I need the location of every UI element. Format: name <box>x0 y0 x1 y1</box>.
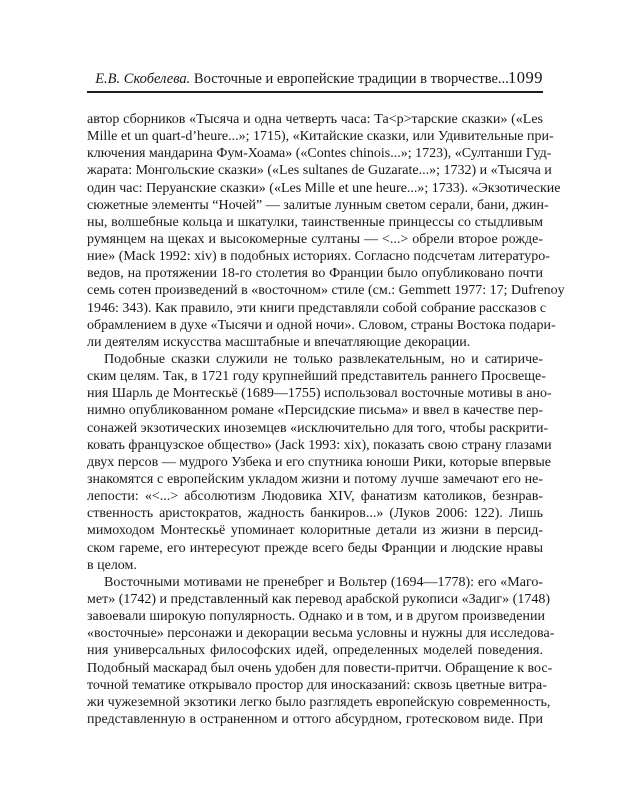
running-header <box>87 70 543 88</box>
text-line: ние» (Mack 1992: xiv) в подобных историях. Согласно подсчетам литературо- <box>87 249 550 265</box>
text-line: Mille et un quart-d’heure...»; 1715), «Китайские сказки, или Удивительные при- <box>87 129 554 145</box>
text-line: семь сотен произведений в «восточном» стиле (см.: Gemmett 1977: 17; Dufrenoy <box>87 283 565 299</box>
text-line: ны, волшебные кольца и шкатулки, таинственные принцессы со стыдливым <box>87 214 543 230</box>
text-line: автор сборников «Тысяча и одна четверть часа: Та<р>тарские сказки» («Les <box>87 112 543 127</box>
text-line: двух персов — мудрого Узбека и его спутника юноши Рики, которые впервые <box>87 454 551 470</box>
header-rule <box>87 91 543 93</box>
text-line: обрамлением в духе «Тысячи и одной ночи». Словом, страны Востока подари- <box>87 317 556 333</box>
text-line: ли деятелям искусства масштабные и впечатляющие декорации. <box>87 334 471 350</box>
text-line: Подобный маскарад был очень удобен для повести-притчи. Обращение к вос- <box>87 660 553 676</box>
text-line: ведов, на протяжении 18-го столетия во Франции было опубликовано почти <box>87 266 543 282</box>
body-text <box>87 111 565 728</box>
text-line: Подобные сказки служили не только развлекательным, но и сатириче- <box>104 351 543 367</box>
header-title <box>87 70 543 88</box>
text-line: жи чужеземной экзотики легко было разглядеть европейскую современность, <box>87 694 551 710</box>
text-line: ния Шарль де Монтескьё (1689—1755) использовал восточные мотивы в ано- <box>87 386 552 402</box>
text-line: ния универсальных философских идей, определенных моделей поведения. <box>87 643 543 659</box>
text-line: «восточные» персонажи и декорации весьма условны и нужны для исследова- <box>87 626 555 642</box>
text-line: Восточными мотивами не пренебрег и Вольтер (1694—1778): его «Маго- <box>104 574 543 590</box>
header-author: Е.В. Скобелева. <box>95 71 191 87</box>
text-line: ковать французское общество» (Jack 1993: xix), показать свою страну глазами <box>87 437 552 453</box>
page-number: 1099 <box>508 68 543 87</box>
text-line: точной тематике открывало простор для иносказаний: сквозь цветные витра- <box>87 677 547 693</box>
text-line: знакомятся с европейским укладом жизни и потому лучше замечают его не- <box>87 471 543 487</box>
text-line: нимно опубликованном романе «Персидские письма» и ввел в качестве пер- <box>87 403 543 419</box>
text-line: мет» (1742) и представленный как перевод арабской рукописи «Задиг» (1748) <box>87 591 550 607</box>
text-line: румянцем на щеках и высокомерные султаны — <...> обрели второе рожде- <box>87 231 543 247</box>
text-line: ственность аристократов, жадность банкиров...» (Луков 2006: 122). Лишь <box>87 506 543 522</box>
text-line: сюжетные элементы “Ночей” — залитые лунным светом серали, бани, джин- <box>87 197 549 213</box>
text-line: сонажей экзотических иноземцев «исключительно для того, чтобы раскрити- <box>87 420 549 436</box>
text-line: в целом. <box>87 557 137 573</box>
text-line: ском гареме, его интересуют прежде всего беды Франции и людские нравы <box>87 540 543 556</box>
text-line: ским целям. Так, в 1721 году крупнейший представитель раннего Просвеще- <box>87 369 546 385</box>
text-line: ключения мандарина Фум-Хоама» («Contes chinois...»; 1723), «Султанши Гуд- <box>87 146 552 162</box>
text-line: представленную в остраненном и оттого абсурдном, гротесковом виде. При <box>87 711 543 727</box>
text-line: 1946: 343). Как правило, эти книги представляли собой собрание рассказов с <box>87 300 547 316</box>
text-line: лепости: «<...> абсолютизм Людовика XIV, фанатизм католиков, безнрав- <box>87 489 543 505</box>
header-article-title: Восточные и европейские традиции в творчестве... <box>190 71 509 87</box>
text-line: мимоходом Монтескьё упоминает колоритные детали из жизни в персид- <box>87 523 543 539</box>
text-line: завоевали широкую популярность. Однако и в том, и в другом произведении <box>87 609 545 625</box>
text-line: один час: Перуанские сказки» («Les Mille et une heure...»; 1733). «Экзотические <box>87 180 561 196</box>
text-line: жарата: Монгольские сказки» («Les sultanes de Guzarate...»; 1732) и «Тысяча и <box>87 163 552 179</box>
